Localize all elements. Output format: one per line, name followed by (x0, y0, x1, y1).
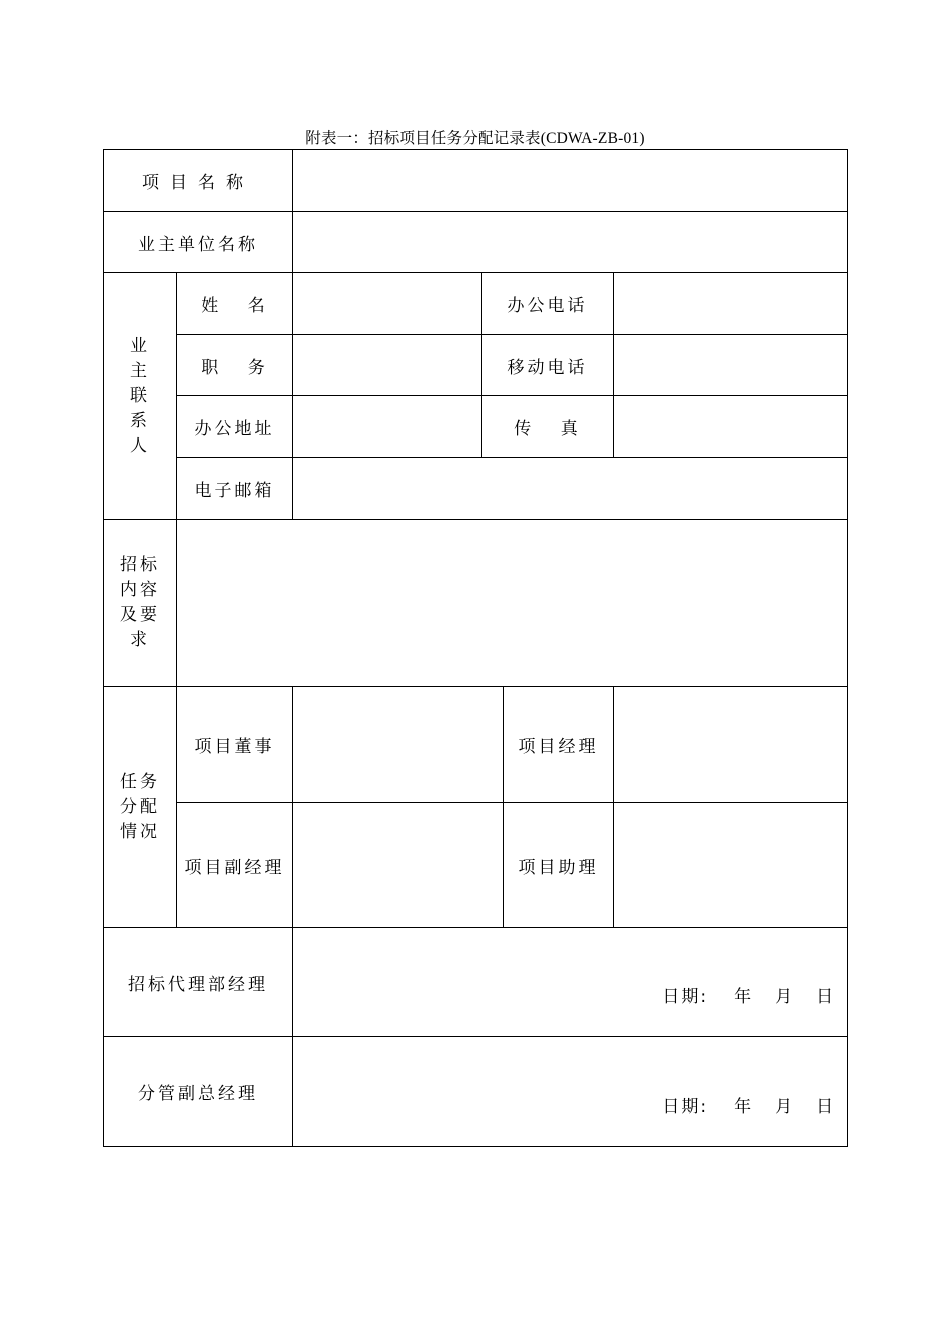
agency-manager-date: 日期: 年 月 日 (662, 987, 836, 1007)
project-name-field[interactable] (293, 150, 848, 212)
office-address-field[interactable] (293, 396, 482, 458)
email-label: 电子邮箱 (177, 458, 293, 520)
deputy-manager-field[interactable] (293, 803, 504, 928)
assignment-form-table (103, 149, 848, 1147)
deputy-gm-date: 日期: 年 月 日 (662, 1096, 836, 1117)
project-director-field[interactable] (293, 687, 504, 803)
row-task-deputy (104, 803, 848, 928)
deputy-manager-label: 项目副经理 (177, 803, 293, 928)
owner-unit-field[interactable] (293, 212, 848, 273)
mobile-phone-field[interactable] (614, 335, 848, 396)
contact-name-label: 姓 名 (177, 273, 293, 335)
project-assistant-label: 项目助理 (504, 803, 614, 928)
office-phone-label: 办公电话 (482, 273, 614, 335)
row-task-director (104, 687, 848, 803)
office-address-label: 办公地址 (177, 396, 293, 458)
owner-unit-label: 业主单位名称 (104, 212, 293, 273)
contact-name-field[interactable] (293, 273, 482, 335)
mobile-phone-label: 移动电话 (482, 335, 614, 396)
tender-content-label: 招标 内容 及要 求 (104, 520, 177, 687)
task-assignment-label: 任务 分配 情况 (104, 687, 177, 928)
row-deputy-gm (104, 1037, 848, 1147)
owner-contact-label: 业 主 联 系 人 (104, 273, 177, 520)
row-tender-content (104, 520, 848, 687)
fax-label: 传 真 (482, 396, 614, 458)
contact-position-field[interactable] (293, 335, 482, 396)
row-contact-position (104, 335, 848, 396)
agency-manager-sign-field[interactable] (293, 928, 848, 1037)
email-field[interactable] (293, 458, 848, 520)
contact-position-label: 职 务 (177, 335, 293, 396)
project-manager-label: 项目经理 (504, 687, 614, 803)
row-owner-unit (104, 212, 848, 273)
fax-field[interactable] (614, 396, 848, 458)
document-title: 附表一：招标项目任务分配记录表(CDWA-ZB-01) (305, 130, 645, 147)
row-contact-email (104, 458, 848, 520)
project-director-label: 项目董事 (177, 687, 293, 803)
tender-content-field[interactable] (177, 520, 848, 687)
row-agency-manager (104, 928, 848, 1037)
project-assistant-field[interactable] (614, 803, 848, 928)
project-manager-field[interactable] (614, 687, 848, 803)
deputy-gm-label: 分管副总经理 (104, 1037, 293, 1147)
row-contact-name (104, 273, 848, 335)
office-phone-field[interactable] (614, 273, 848, 335)
project-name-label: 项目名称 (104, 150, 293, 212)
agency-manager-label: 招标代理部经理 (104, 928, 293, 1037)
row-project-name (104, 150, 848, 212)
deputy-gm-sign-field[interactable] (293, 1037, 848, 1147)
row-contact-address (104, 396, 848, 458)
